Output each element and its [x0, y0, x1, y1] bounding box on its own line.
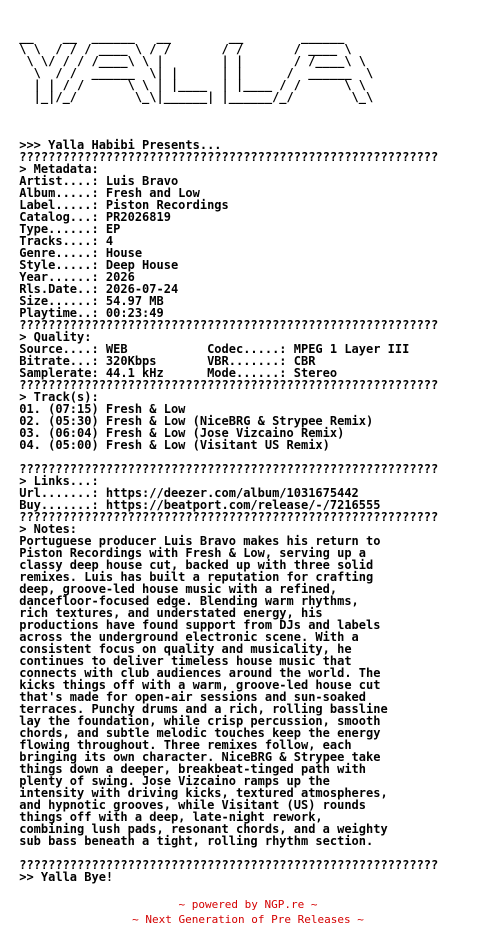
- nfo-line: chords, and subtle melodic touches keep the energy: [12, 726, 381, 740]
- nfo-line: Piston Recordings with Fresh & Low, serving up a: [12, 546, 367, 560]
- nfo-line: combining lush pads, resonant chords, and a weighty: [12, 822, 388, 836]
- nfo-line: 04. (05:00) Fresh & Low (Visitant US Remix): [12, 438, 330, 452]
- nfo-line: Url.......: https://deezer.com/album/1031675442: [12, 486, 359, 500]
- nfo-line: plenty of swing. Jose Vizcaino ramps up the: [12, 774, 330, 788]
- nfo-line: Genre.....: House: [12, 246, 143, 260]
- nfo-line: terraces. Punchy drums and a rich, rolling bassline: [12, 702, 388, 716]
- footer-powered-by: ~ powered by NGP.re ~: [178, 898, 318, 911]
- nfo-line: Source....: WEB Codec.....: MPEG 1 Layer III: [12, 342, 410, 356]
- nfo-line: bringing its own character. NiceBRG & Strypee take: [12, 750, 381, 764]
- nfo-line: Rls.Date..: 2026-07-24: [12, 282, 179, 296]
- nfo-line: ??????????????????????????????????????????????????????????: [12, 510, 439, 524]
- nfo-line: Samplerate: 44.1 kHz Mode......: Stereo: [12, 366, 338, 380]
- nfo-line: Catalog...: PR2026819: [12, 210, 171, 224]
- nfo-line: Portuguese producer Luis Bravo makes his return to: [12, 534, 381, 548]
- footer-tagline: ~ Next Generation of Pre Releases ~: [132, 913, 364, 926]
- nfo-line: Type......: EP: [12, 222, 121, 236]
- nfo-line: > Metadata:: [12, 162, 99, 176]
- nfo-line: sub bass beneath a tight, rolling rhythm section.: [12, 834, 374, 848]
- nfo-line: deep, groove-led house music with a refined,: [12, 582, 338, 596]
- nfo-line: lay the foundation, while crisp percussion, smooth: [12, 714, 381, 728]
- nfo-line: Tracks....: 4: [12, 234, 114, 248]
- nfo-line: kicks things off with a warm, groove-led house cut: [12, 678, 381, 692]
- nfo-line: intensity with driving kicks, textured atmospheres,: [12, 786, 388, 800]
- nfo-line: remixes. Luis has built a reputation for crafting: [12, 570, 374, 584]
- nfo-line: Buy.......: https://beatport.com/release/-/7216555: [12, 498, 381, 512]
- nfo-line: __ __ ______ __ __ ______: [12, 30, 345, 44]
- nfo-line: Bitrate...: 320Kbps VBR.......: CBR: [12, 354, 316, 368]
- nfo-line: ??????????????????????????????????????????????????????????: [12, 378, 439, 392]
- nfo-line: across the underground electronic scene. With a: [12, 630, 359, 644]
- nfo-line: ??????????????????????????????????????????????????????????: [12, 858, 439, 872]
- nfo-line: ??????????????????????????????????????????????????????????: [12, 462, 439, 476]
- nfo-line: ??????????????????????????????????????????????????????????: [12, 150, 439, 164]
- nfo-line: |_|/_/ \_\|______| |______/_/ \_\: [12, 90, 374, 104]
- nfo-line: rich textures, and understated energy, his: [12, 606, 323, 620]
- nfo-line: Label.....: Piston Recordings: [12, 198, 229, 212]
- nfo-line: \ \/ / / /____\ \ | | | / /____\ \: [12, 54, 367, 68]
- nfo-line: \ \ / / / ____ \ / / / / / ____ \: [12, 42, 352, 56]
- nfo-line: Artist....: Luis Bravo: [12, 174, 179, 188]
- nfo-line: > Notes:: [12, 522, 78, 536]
- nfo-line: Year......: 2026: [12, 270, 135, 284]
- nfo-line: consistent focus on quality and musicality, he: [12, 642, 352, 656]
- nfo-line: ??????????????????????????????????????????????????????????: [12, 318, 439, 332]
- nfo-line: connects with club audiences around the world. The: [12, 666, 381, 680]
- nfo-line: Size......: 54.97 MB: [12, 294, 164, 308]
- nfo-line: 03. (06:04) Fresh & Low (Jose Vizcaino Remix): [12, 426, 345, 440]
- nfo-line: >>> Yalla Habibi Presents...: [12, 138, 222, 152]
- nfo-line: continues to deliver timeless house music that: [12, 654, 352, 668]
- footer: [0, 897, 496, 927]
- nfo-line: Style.....: Deep House: [12, 258, 179, 272]
- nfo-text: [12, 7, 490, 883]
- nfo-line: Album.....: Fresh and Low: [12, 186, 200, 200]
- nfo-line: 01. (07:15) Fresh & Low: [12, 402, 186, 416]
- nfo-line: that's made for open-air sessions and sun-soaked: [12, 690, 367, 704]
- nfo-line: > Track(s):: [12, 390, 99, 404]
- nfo-line: dancefloor-focused edge. Blending warm rhythms,: [12, 594, 359, 608]
- nfo-line: classy deep house cut, backed up with three solid: [12, 558, 374, 572]
- nfo-line: \ / / ______ \| | | | / ______ \: [12, 66, 374, 80]
- nfo-line: flowing throughout. Three remixes follow, each: [12, 738, 352, 752]
- nfo-line: > Quality:: [12, 330, 92, 344]
- nfo-line: things down a deeper, breakbeat-tinged path with: [12, 762, 367, 776]
- nfo-line: >> Yalla Bye!: [12, 870, 114, 884]
- nfo-line: and hypnotic grooves, while Visitant (US) rounds: [12, 798, 367, 812]
- nfo-line: things off with a deep, late-night rework,: [12, 810, 323, 824]
- nfo-line: > Links...:: [12, 474, 99, 488]
- nfo-line: | | / / \ \ | |____ | |____ / / \ \: [12, 78, 367, 92]
- nfo-line: Playtime..: 00:23:49: [12, 306, 164, 320]
- nfo-line: 02. (05:30) Fresh & Low (NiceBRG & Strypee Remix): [12, 414, 374, 428]
- nfo-line: productions have found support from DJs and labels: [12, 618, 381, 632]
